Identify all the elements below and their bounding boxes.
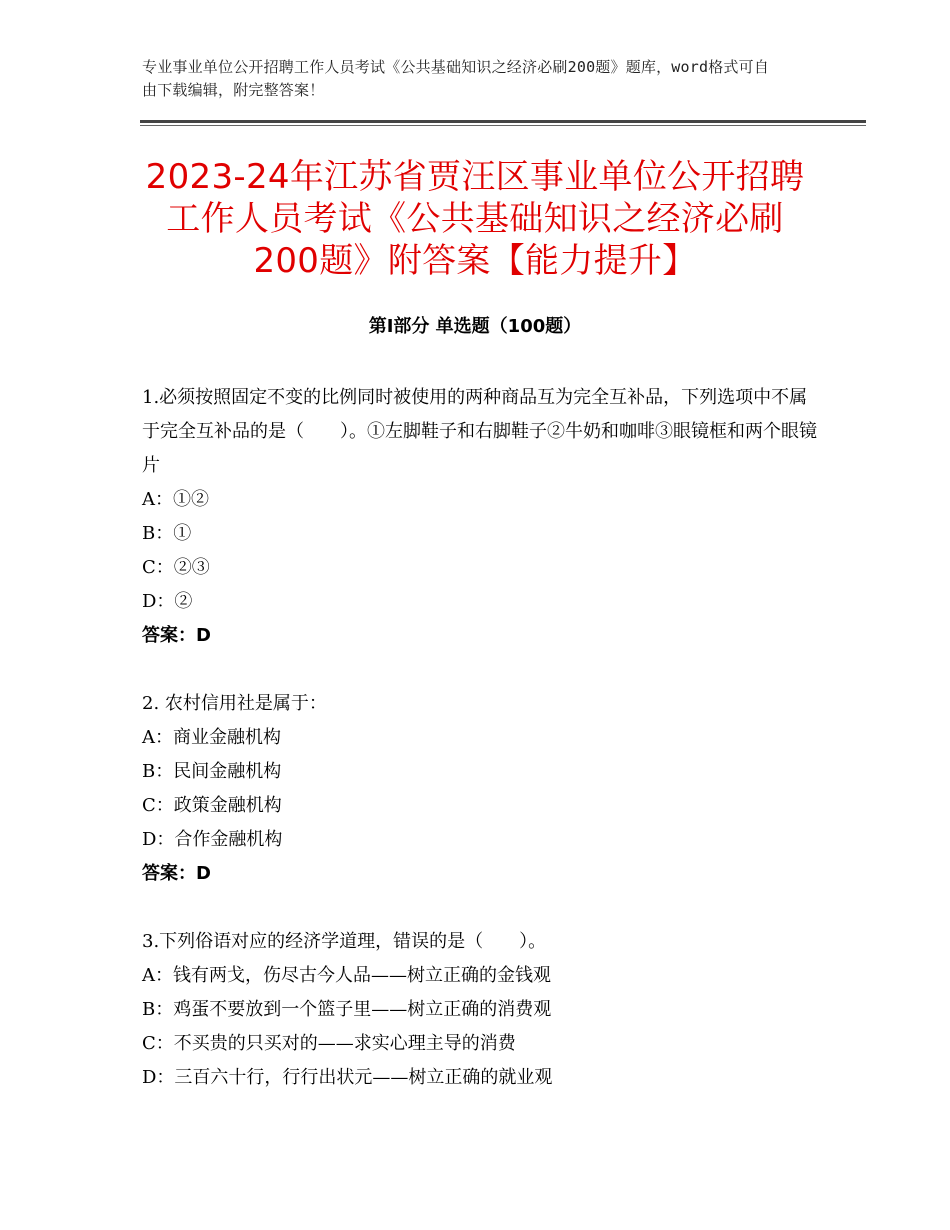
question-1 [142,381,822,653]
header-note: 专业事业单位公开招聘工作人员考试《公共基础知识之经济必刷200题》题库，word格式可自由下载编辑，附完整答案！ [142,58,770,99]
question-option-c: C：不买贵的只买对的——求实心理主导的消费 [142,1033,516,1054]
question-3 [142,925,822,1095]
question-option-b: B：① [142,523,192,544]
header-divider-thin [140,125,866,126]
question-option-a: A：商业金融机构 [142,727,281,748]
title-line-2: 工作人员考试《公共基础知识之经济必刷 [166,199,784,239]
question-option-c: C：②③ [142,557,210,578]
section-title: 第Ⅰ部分 单选题（100题） [368,316,582,337]
document-title [140,156,810,282]
question-option-a: A：①② [142,489,209,510]
question-list [142,381,822,1129]
title-line-1: 2023-24年江苏省贾汪区事业单位公开招聘 [145,157,805,197]
question-stem: 3.下列俗语对应的经济学道理，错误的是（ ）。 [142,931,547,952]
question-option-d: D：合作金融机构 [142,829,283,850]
question-stem: 2. 农村信用社是属于： [142,693,327,714]
question-option-b: B：鸡蛋不要放到一个篮子里——树立正确的消费观 [142,999,552,1020]
title-line-3: 200题》附答案【能力提升】 [253,241,697,281]
question-stem: 1.必须按照固定不变的比例同时被使用的两种商品互为完全互补品，下列选项中不属于完全互补品的是（ ）。①左脚鞋子和右脚鞋子②牛奶和咖啡③眼镜框和两个眼镜片 [142,387,817,476]
question-option-a: A：钱有两戈，伤尽古今人品——树立正确的金钱观 [142,965,551,986]
question-option-b: B：民间金融机构 [142,761,282,782]
question-option-d: D：② [142,591,193,612]
header-divider [140,120,866,123]
question-answer: 答案：D [142,863,211,884]
question-answer: 答案：D [142,625,211,646]
question-option-c: C：政策金融机构 [142,795,282,816]
question-2 [142,687,822,891]
question-option-d: D：三百六十行，行行出状元——树立正确的就业观 [142,1067,553,1088]
